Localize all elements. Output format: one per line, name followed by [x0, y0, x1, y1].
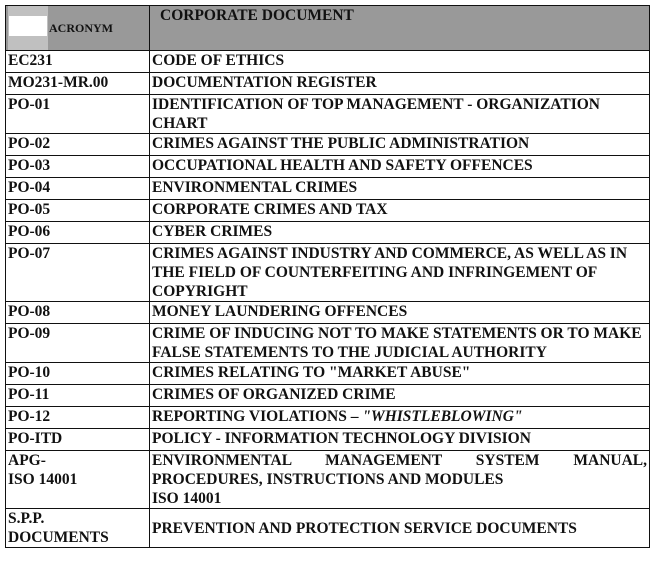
- acronym-line: APG-: [8, 452, 46, 469]
- acronym-line: ISO 14001: [8, 471, 78, 488]
- table-row: [6, 200, 650, 222]
- document-cell: IDENTIFICATION OF TOP MANAGEMENT - ORGANIZATION CHART: [150, 95, 650, 134]
- acronym-cell: [6, 451, 150, 509]
- acronym-cell: PO-02: [6, 134, 150, 156]
- acronym-cell: PO-07: [6, 244, 150, 302]
- header-acronym-label: ACRONYM: [49, 21, 113, 35]
- table-row: [6, 324, 650, 363]
- table-row: [6, 509, 650, 548]
- table-row: [6, 178, 650, 200]
- acronym-cell: PO-10: [6, 363, 150, 385]
- document-cell: CODE OF ETHICS: [150, 51, 650, 73]
- header-row: [6, 6, 650, 51]
- acronym-cell: PO-ITD: [6, 429, 150, 451]
- document-italic-text: "WHISTLEBLOWING": [362, 408, 523, 425]
- table-row: [6, 95, 650, 134]
- document-text: REPORTING VIOLATIONS –: [152, 408, 363, 425]
- table-row: [6, 363, 650, 385]
- acronym-cell: PO-08: [6, 302, 150, 324]
- table-row: [6, 429, 650, 451]
- acronym-cell: PO-03: [6, 156, 150, 178]
- table-row: [6, 407, 650, 429]
- acronym-cell: PO-12: [6, 407, 150, 429]
- table-row: [6, 134, 650, 156]
- acronym-line: S.P.P.: [8, 510, 45, 527]
- document-cell: CRIMES AGAINST INDUSTRY AND COMMERCE, AS WELL AS IN THE FIELD OF COUNTERFEITING AND INFRINGEMENT OF COPYRIGHT: [150, 244, 650, 302]
- document-cell: CYBER CRIMES: [150, 222, 650, 244]
- table-row: [6, 451, 650, 509]
- acronym-cell: PO-06: [6, 222, 150, 244]
- document-text: ENVIRONMENTAL MANAGEMENT SYSTEM MANUAL, PROCEDURES, INSTRUCTIONS AND MODULES: [152, 452, 647, 488]
- document-text-line2: ISO 14001: [152, 490, 222, 507]
- document-cell: POLICY - INFORMATION TECHNOLOGY DIVISION: [150, 429, 650, 451]
- document-cell: CRIMES RELATING TO "MARKET ABUSE": [150, 363, 650, 385]
- acronym-cell: PO-05: [6, 200, 150, 222]
- acronym-cell: MO231-MR.00: [6, 73, 150, 95]
- document-cell: PREVENTION AND PROTECTION SERVICE DOCUMENTS: [150, 509, 650, 548]
- acronym-cell: PO-04: [6, 178, 150, 200]
- table-row: [6, 385, 650, 407]
- acronym-cell: PO-11: [6, 385, 150, 407]
- document-cell: DOCUMENTATION REGISTER: [150, 73, 650, 95]
- document-cell: [150, 451, 650, 509]
- acronym-cell: PO-09: [6, 324, 150, 363]
- document-cell: CORPORATE CRIMES AND TAX: [150, 200, 650, 222]
- table-row: [6, 156, 650, 178]
- document-cell: CRIME OF INDUCING NOT TO MAKE STATEMENTS OR TO MAKE FALSE STATEMENTS TO THE JUDICIAL AUTHORITY: [150, 324, 650, 363]
- table-row: [6, 51, 650, 73]
- table-row: [6, 222, 650, 244]
- header-document-label: CORPORATE DOCUMENT: [150, 6, 650, 51]
- acronym-cell: PO-01: [6, 95, 150, 134]
- document-cell: [150, 407, 650, 429]
- document-cell: CRIMES AGAINST THE PUBLIC ADMINISTRATION: [150, 134, 650, 156]
- table-row: [6, 302, 650, 324]
- document-cell: CRIMES OF ORGANIZED CRIME: [150, 385, 650, 407]
- header-white-box: [9, 16, 47, 36]
- document-cell: ENVIRONMENTAL CRIMES: [150, 178, 650, 200]
- acronym-cell: [6, 509, 150, 548]
- acronym-line: DOCUMENTS: [8, 529, 109, 546]
- document-cell: OCCUPATIONAL HEALTH AND SAFETY OFFENCES: [150, 156, 650, 178]
- header-acronym-cell: [6, 6, 150, 51]
- corporate-documents-table: [5, 5, 650, 548]
- table-row: [6, 73, 650, 95]
- table-row: [6, 244, 650, 302]
- acronym-cell: EC231: [6, 51, 150, 73]
- document-cell: MONEY LAUNDERING OFFENCES: [150, 302, 650, 324]
